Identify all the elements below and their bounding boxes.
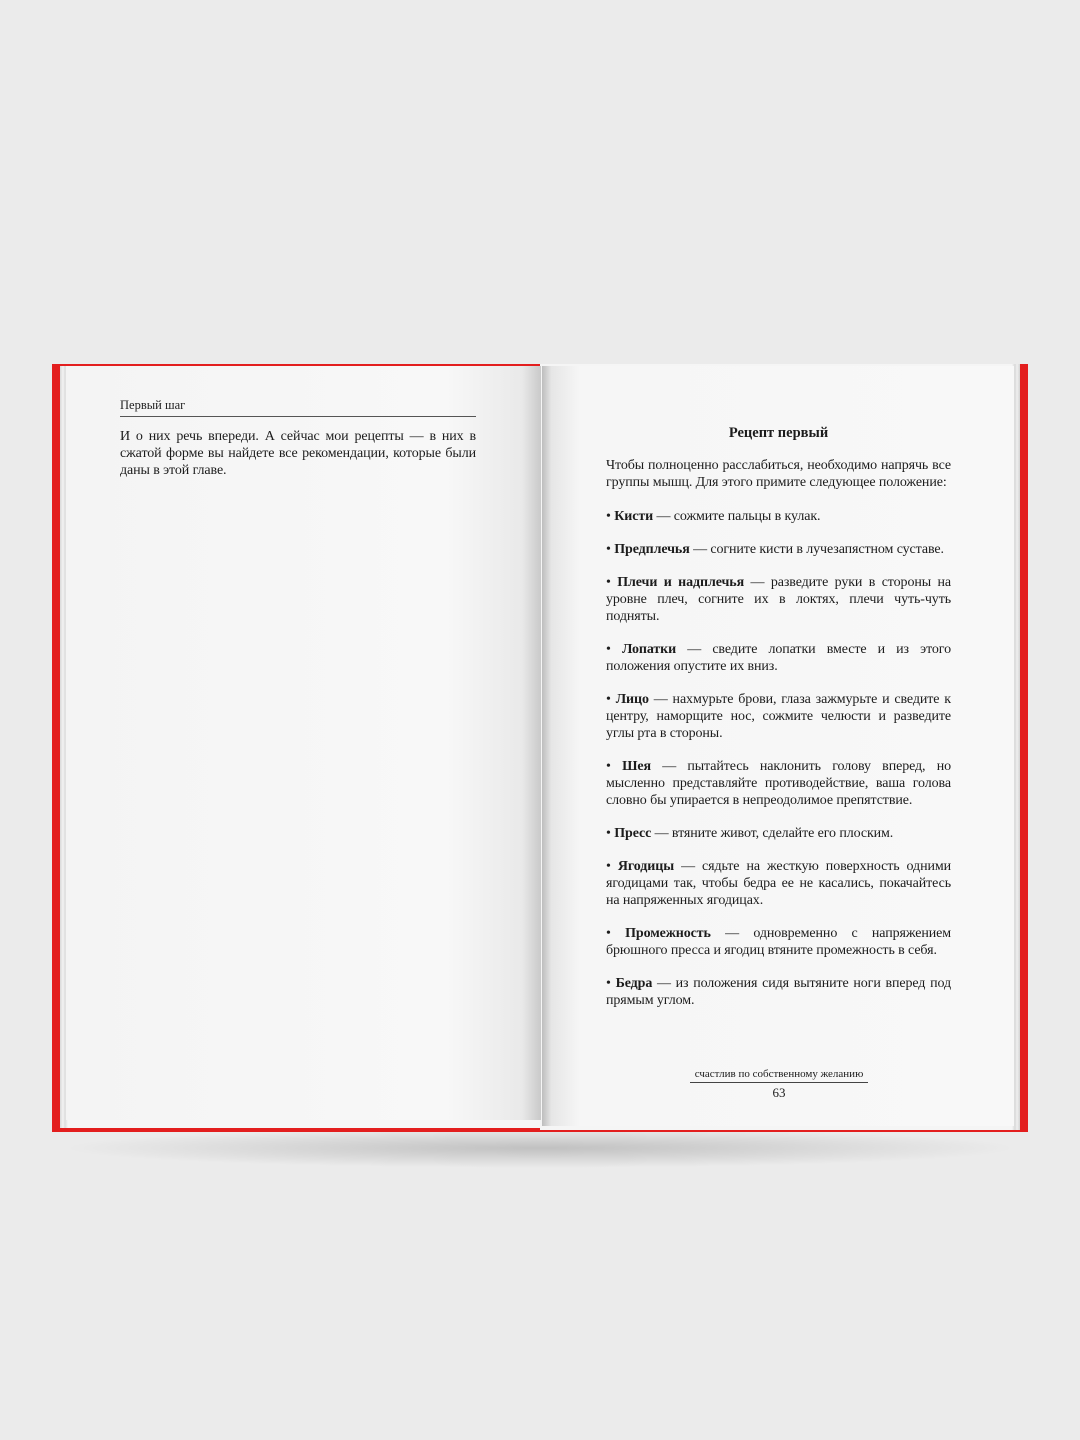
item-text: — разведите руки в стороны на уровне плеч, согните их в локтях, плечи чуть-чуть подняты. <box>606 575 951 624</box>
item-text: — одновременно с напряжением брюшного пресса и ягодиц втяните промежность в себя. <box>606 926 951 958</box>
recipe-item <box>606 758 951 809</box>
bullet: • <box>606 759 611 774</box>
left-page <box>66 366 541 1120</box>
book-shadow <box>60 1128 1020 1168</box>
item-term: Шея <box>622 759 651 774</box>
footer-book-title: счастлив по собственному желанию <box>690 1067 868 1083</box>
recipe-item <box>606 925 951 959</box>
item-term: Кисти <box>614 509 654 524</box>
recipe-item <box>606 825 951 842</box>
left-body-text: И о них речь впереди. А сейчас мои рецепты — в них в сжатой форме вы найдете все рекомендации, которые были даны в этой главе. <box>120 429 476 478</box>
bullet: • <box>606 859 611 874</box>
bullet: • <box>606 509 611 524</box>
bullet: • <box>606 692 611 707</box>
recipe-item <box>606 508 951 525</box>
bullet: • <box>606 976 611 991</box>
recipe-item <box>606 541 951 558</box>
item-text: — сведите лопатки вместе и из этого положения опустите их вниз. <box>606 642 951 674</box>
item-term: Предплечья <box>614 542 690 557</box>
page-footer <box>690 1067 868 1101</box>
item-term: Пресс <box>614 826 652 841</box>
item-text: — сядьте на жесткую поверхность одними ягодицами так, чтобы бедра ее не касались, покачайтесь на напряженных ягодицах. <box>606 859 952 908</box>
bullet: • <box>606 826 611 841</box>
item-text: — нахмурьте брови, глаза зажмурьте и сведите к центру, наморщите нос, сожмите челюсти и разведите углы рта в стороны. <box>606 692 951 741</box>
recipe-item <box>606 975 951 1009</box>
right-page <box>542 366 1014 1126</box>
bullet: • <box>606 642 611 657</box>
bullet: • <box>606 542 611 557</box>
item-text: — пытайтесь наклонить голову вперед, но мысленно представляйте противодействие, ваша голова словно бы упирается в непреодолимое препятствие. <box>606 759 951 808</box>
bullet: • <box>606 926 611 941</box>
bullet: • <box>606 575 611 590</box>
item-text: — согните кисти в лучезапястном суставе. <box>689 542 944 557</box>
item-text: — из положения сидя вытяните ноги вперед под прямым углом. <box>606 976 951 1008</box>
item-term: Бедра <box>615 976 653 991</box>
recipe-item <box>606 641 951 675</box>
recipe-item <box>606 574 951 625</box>
page-number: 63 <box>772 1085 786 1100</box>
item-text: — втяните живот, сделайте его плоским. <box>651 826 894 841</box>
running-head: Первый шаг <box>120 397 476 417</box>
item-term: Лицо <box>615 692 649 707</box>
recipe-item <box>606 691 951 742</box>
recipe-heading: Рецепт первый <box>728 425 829 441</box>
item-text: — сожмите пальцы в кулак. <box>653 509 821 524</box>
recipe-intro: Чтобы полноценно расслабиться, необходимо напрячь все группы мышц. Для этого примите следующее положение: <box>606 458 951 490</box>
item-term: Промежность <box>625 926 711 941</box>
recipe-column <box>606 424 951 1025</box>
item-term: Ягодицы <box>617 859 675 874</box>
item-term: Плечи и надплечья <box>617 575 745 590</box>
item-term: Лопатки <box>621 642 677 657</box>
recipe-item <box>606 858 951 909</box>
